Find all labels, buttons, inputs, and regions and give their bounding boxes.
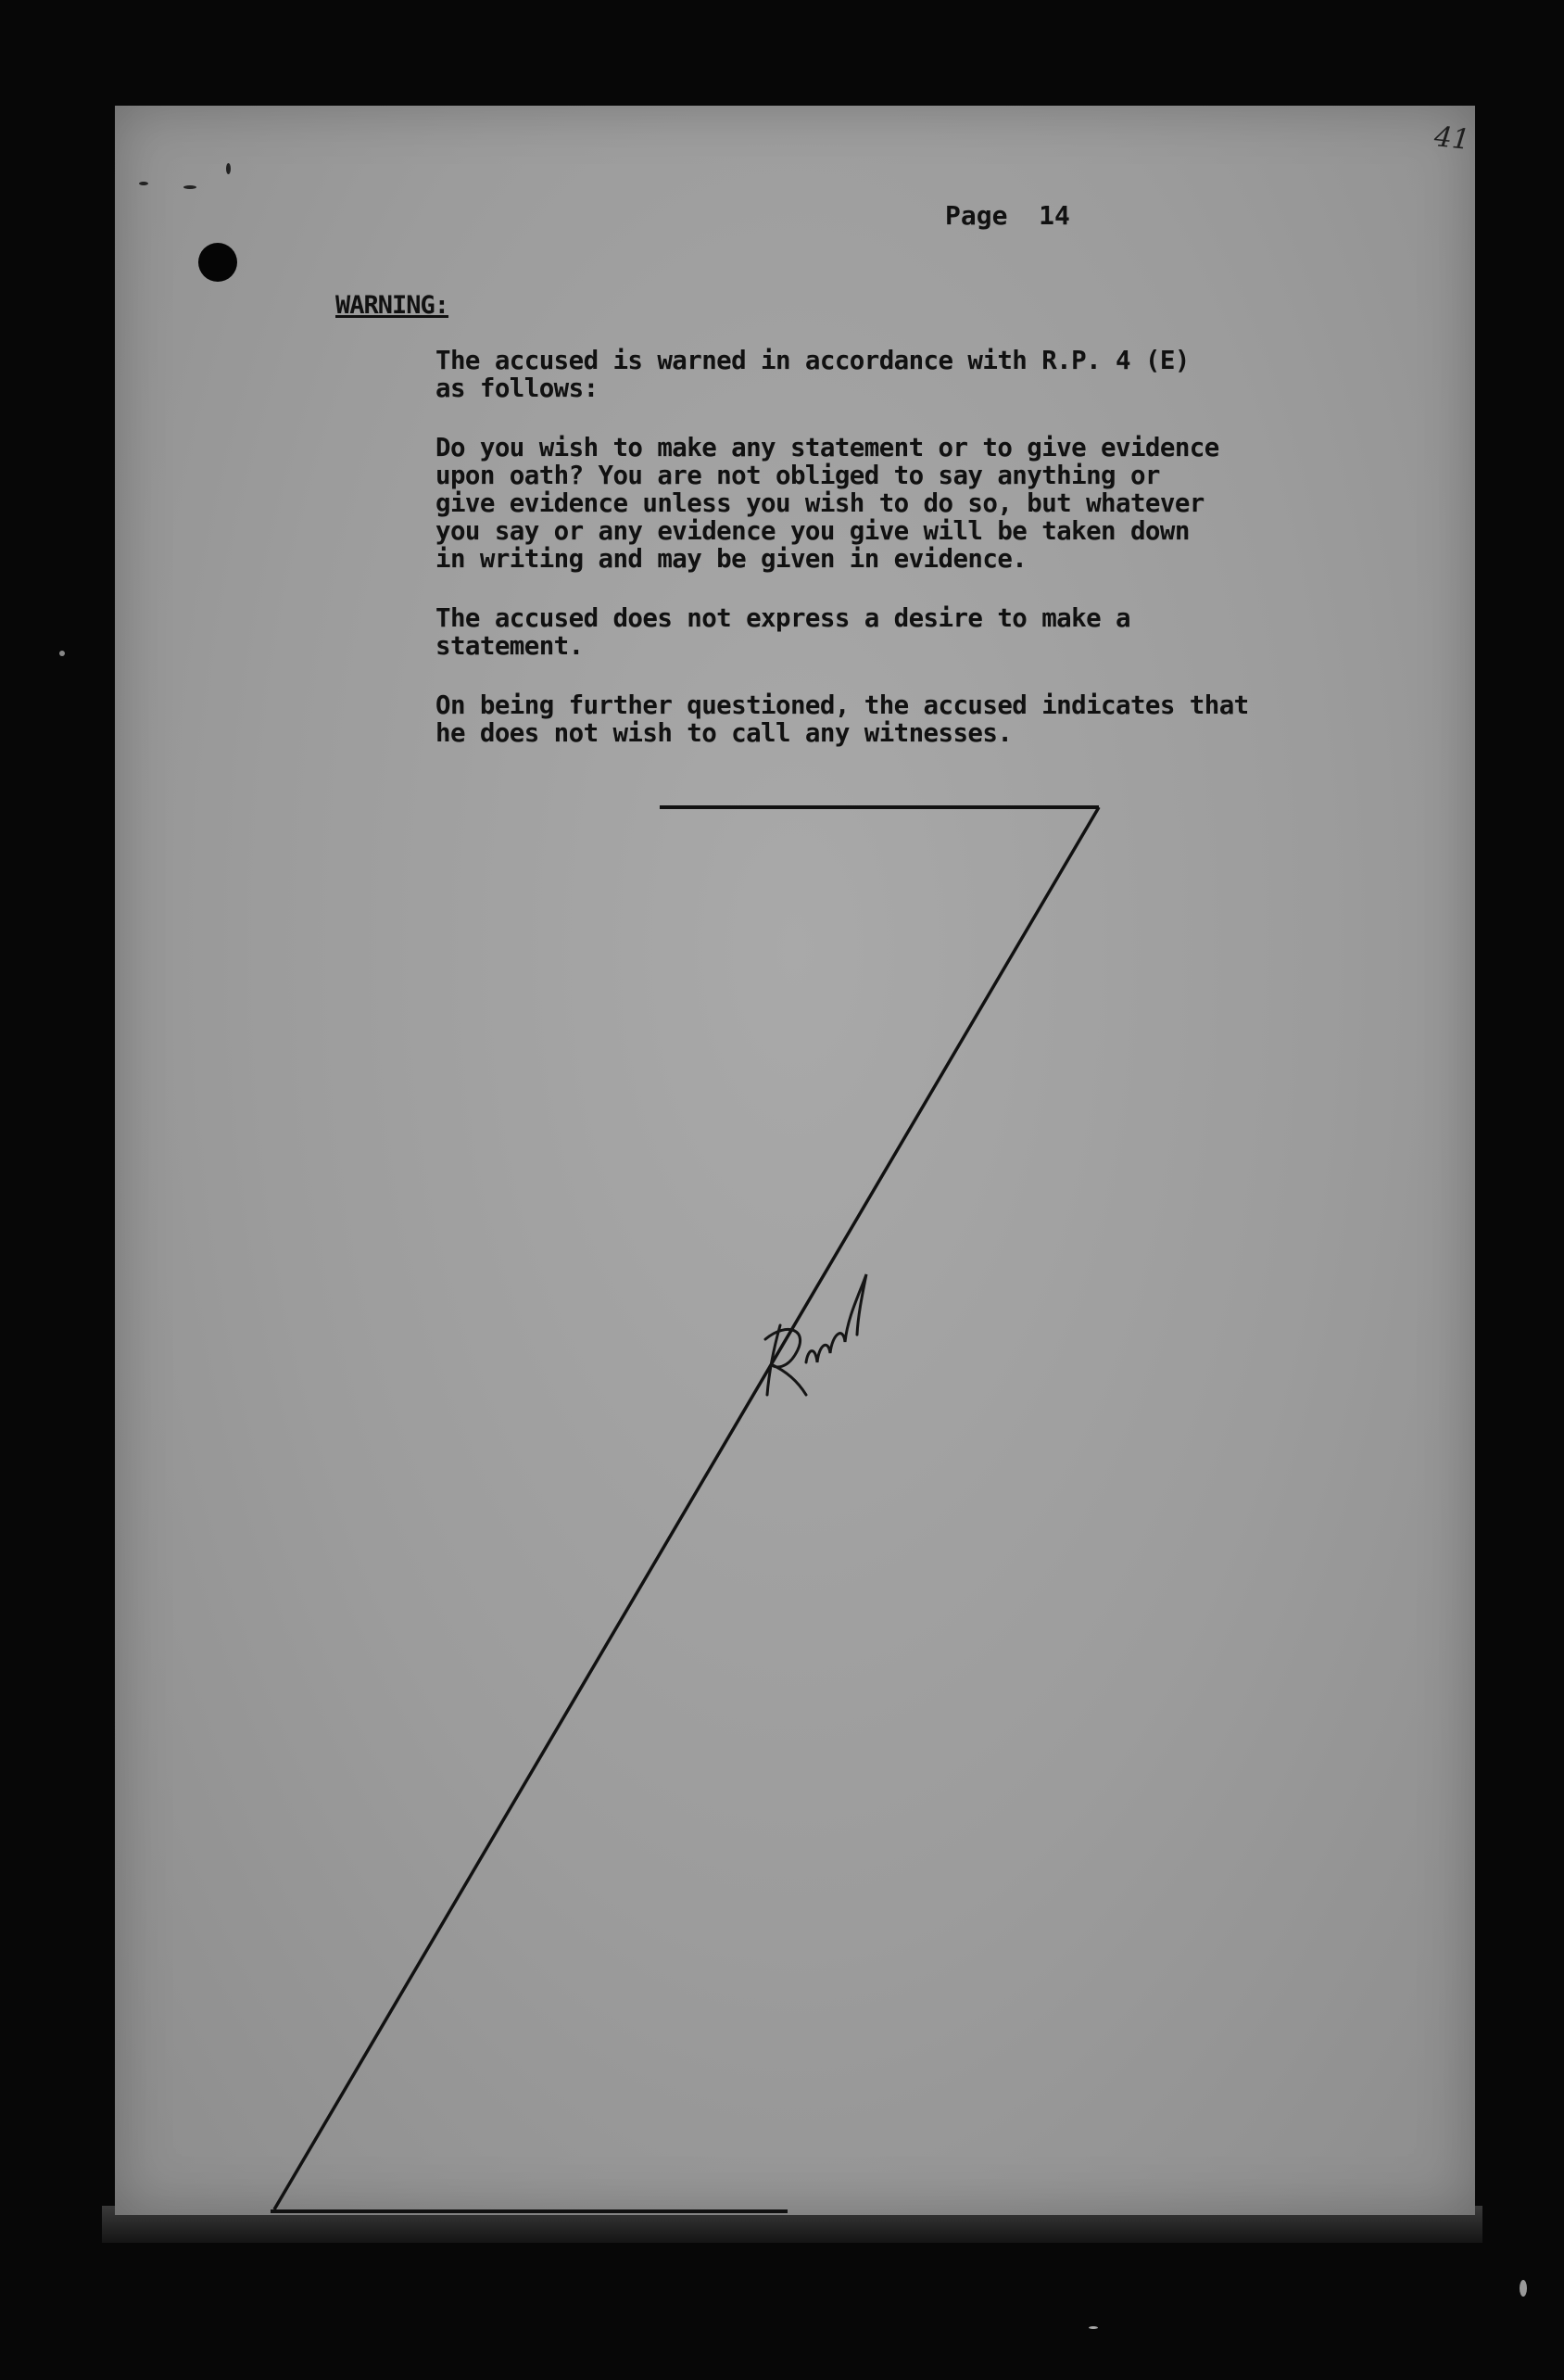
scan-speck <box>183 185 196 189</box>
scan-speck <box>1520 2280 1527 2297</box>
section-heading: WARNING: <box>335 291 449 320</box>
page-number: Page 14 <box>945 200 1070 231</box>
paragraph-warning-intro: The accused is warned in accordance with R.P. 4 (E) as follows: <box>435 346 1190 403</box>
paragraph-no-statement: The accused does not express a desire to make a statement. <box>435 603 1130 661</box>
cancellation-diagonal <box>274 807 1099 2209</box>
scan-speck <box>139 182 148 185</box>
paragraph-no-witnesses: On being further questioned, the accused indicates that he does not wish to call any witnesses. <box>435 690 1249 748</box>
handwritten-folio-number: 41 <box>1432 120 1471 157</box>
scan-speck <box>59 651 65 656</box>
handwritten-initials-signature <box>765 1274 866 1395</box>
paragraph-warning-text: Do you wish to make any statement or to give evidence upon oath? You are not obliged to say anything or give evidence unless you wish to do so, but whatever you say or any evidence you give will be taken down in writing and may be given in evidence. <box>435 433 1219 574</box>
scan-speck <box>226 163 231 174</box>
scan-speck <box>1089 2326 1098 2329</box>
